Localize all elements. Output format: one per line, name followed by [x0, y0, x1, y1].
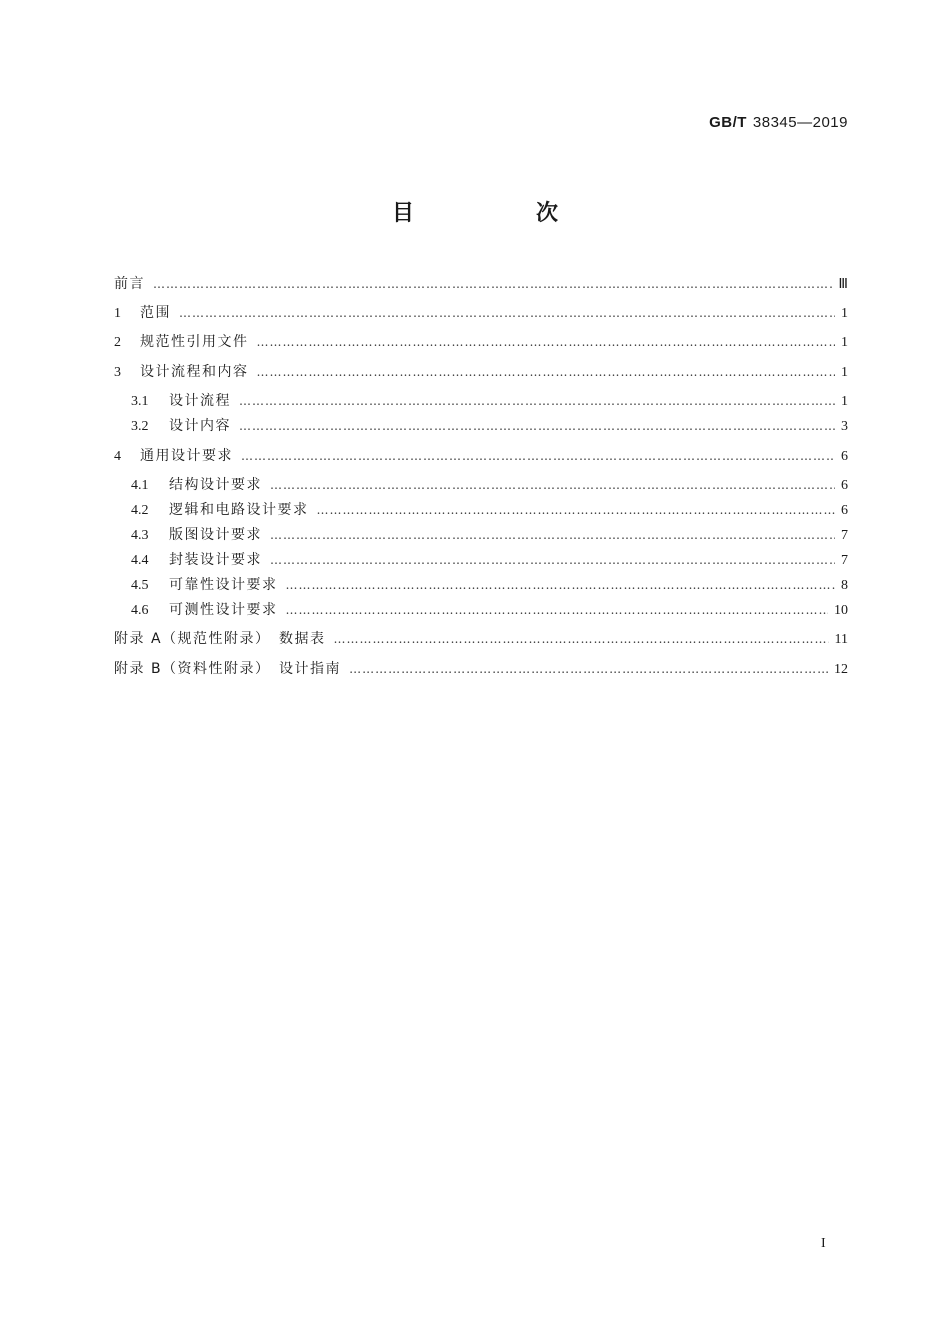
toc-page-number: 11	[834, 632, 848, 647]
toc-leader-dots	[317, 500, 836, 520]
toc-entry-4-1[interactable]	[131, 475, 848, 495]
toc-number: 4.1	[131, 478, 149, 493]
toc-page-number: 6	[841, 449, 848, 464]
toc-leader-dots	[241, 446, 835, 466]
toc-entry-4-6[interactable]	[131, 600, 848, 620]
toc-leader-dots	[270, 525, 835, 545]
toc-leader-dots	[239, 416, 835, 436]
standard-code-prefix: GB/T	[709, 114, 747, 131]
toc-page-number: 10	[834, 603, 848, 618]
toc-label: 可靠性设计要求	[169, 577, 278, 593]
toc-label: 通用设计要求	[140, 448, 233, 464]
toc-page-number: 1	[841, 335, 848, 350]
toc-number: 4.4	[131, 553, 149, 568]
toc-page-number: 1	[841, 306, 848, 321]
toc-number: 4.6	[131, 603, 149, 618]
toc-entry-annex-b[interactable]	[114, 659, 848, 679]
toc-label: 设计流程和内容	[140, 364, 249, 380]
toc-entry-annex-a[interactable]	[114, 629, 848, 649]
toc-entry-4-4[interactable]	[131, 550, 848, 570]
toc-label: 前言	[114, 276, 145, 292]
toc-number: 2	[114, 335, 121, 350]
toc-entry-2[interactable]	[114, 332, 848, 352]
toc-label: 设计流程	[169, 393, 231, 409]
toc-page-number: 6	[841, 503, 848, 518]
toc-entry-4-5[interactable]	[131, 575, 848, 595]
toc-label: 可测性设计要求	[169, 602, 278, 618]
toc-page-number: 12	[834, 662, 848, 677]
toc-page-number: 6	[841, 478, 848, 493]
toc-leader-dots	[257, 362, 836, 382]
toc-number: 3	[114, 365, 121, 380]
toc-number: 3.1	[131, 394, 149, 409]
toc-leader-dots	[179, 303, 835, 323]
toc-number: 4	[114, 449, 121, 464]
toc-entry-3[interactable]	[114, 362, 848, 382]
page-number-footer: I	[821, 1236, 826, 1251]
toc-page-number: 3	[841, 419, 848, 434]
toc-page-number: 1	[841, 365, 848, 380]
toc-number: 4.5	[131, 578, 149, 593]
toc-label: 范围	[140, 305, 171, 321]
toc-entry-3-1[interactable]	[131, 391, 848, 411]
toc-leader-dots	[153, 274, 832, 294]
toc-entry-4-2[interactable]	[131, 500, 848, 520]
toc-number: 4.2	[131, 503, 149, 518]
standard-code-number: 38345—2019	[752, 114, 848, 131]
toc-page-number: 7	[841, 528, 848, 543]
toc-label: 版图设计要求	[169, 527, 262, 543]
toc-leader-dots	[334, 629, 829, 649]
toc-entry-3-2[interactable]	[131, 416, 848, 436]
toc-label: 封装设计要求	[169, 552, 262, 568]
toc-number: 4.3	[131, 528, 149, 543]
toc-leader-dots	[286, 575, 836, 595]
toc-page-number: 7	[841, 553, 848, 568]
toc-leader-dots	[239, 391, 835, 411]
toc-number: 1	[114, 306, 121, 321]
toc-page-number: 8	[841, 578, 848, 593]
toc-leader-dots	[349, 659, 828, 679]
standard-code	[709, 114, 848, 131]
toc-label: 设计内容	[169, 418, 231, 434]
toc-number: 3.2	[131, 419, 149, 434]
toc-leader-dots	[286, 600, 829, 620]
toc-page-number: 1	[841, 394, 848, 409]
toc-entry-foreword[interactable]	[114, 274, 848, 294]
toc-leader-dots	[270, 475, 835, 495]
toc-label: 附录 B（资料性附录） 设计指南	[114, 661, 342, 677]
toc-page-number: Ⅲ	[838, 277, 848, 292]
toc-label: 逻辑和电路设计要求	[169, 502, 309, 518]
toc-leader-dots	[257, 332, 836, 352]
page-title: 目 次	[391, 201, 608, 226]
toc-label: 结构设计要求	[169, 477, 262, 493]
toc-label: 规范性引用文件	[140, 334, 249, 350]
toc-leader-dots	[270, 550, 835, 570]
toc-entry-1[interactable]	[114, 303, 848, 323]
toc-entry-4-3[interactable]	[131, 525, 848, 545]
toc-entry-4[interactable]	[114, 446, 848, 466]
toc-label: 附录 A（规范性附录） 数据表	[114, 631, 326, 647]
